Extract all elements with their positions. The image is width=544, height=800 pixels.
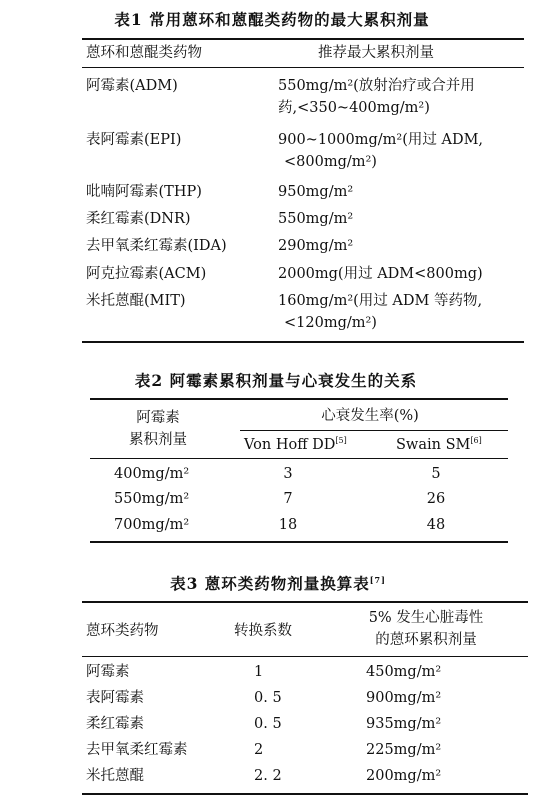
table1-header-drug: 蒽环和蒽醌类药物 <box>86 45 202 61</box>
table2-swain: 5 <box>431 466 441 482</box>
table3-dose: 450mg/m² <box>366 664 442 680</box>
table3-title: 表3 蒽环类药物剂量换算表[7] <box>170 574 386 593</box>
table1-drug: 吡喃阿霉素(THP) <box>86 184 202 200</box>
table2-swain: 26 <box>426 491 446 507</box>
table2-dose: 550mg/m² <box>114 491 190 507</box>
table1-drug: 阿克拉霉素(ACM) <box>86 266 207 282</box>
table1-top-rule <box>82 38 524 40</box>
table3-factor: 0. 5 <box>254 716 282 732</box>
table3-drug: 阿霉素 <box>86 664 130 680</box>
table3-factor: 2. 2 <box>254 768 282 784</box>
table1-dose: 900~1000mg/m²(用过 ADM, <box>278 132 484 148</box>
table1-dose: 290mg/m² <box>278 238 354 254</box>
table1-drug: 米托蒽醌(MIT) <box>86 293 186 309</box>
table3-bottom-rule <box>82 793 528 795</box>
table2-title: 表2 阿霉素累积剂量与心衰发生的关系 <box>134 371 418 390</box>
table1-drug: 表阿霉素(EPI) <box>86 132 182 148</box>
table1-header-dose: 推荐最大累积剂量 <box>318 45 434 61</box>
table1-dose-cont: <120mg/m²) <box>284 315 377 331</box>
table1-dose: 2000mg(用过 ADM<800mg) <box>278 266 483 282</box>
table2-header-rule <box>90 458 508 459</box>
table1-header-rule <box>82 67 524 68</box>
table2-dose: 400mg/m² <box>114 466 190 482</box>
table2-vonhoff: 18 <box>278 517 298 533</box>
table2-subheader-swain: Swain SM[6] <box>396 436 482 453</box>
table3-header-dose: 5% 发生心脏毒性 <box>368 610 484 626</box>
table2-header-dose-cont: 累积剂量 <box>129 432 187 448</box>
table3-dose: 935mg/m² <box>366 716 442 732</box>
table1-title: 表1 常用蒽环和蒽醌类药物的最大累积剂量 <box>114 10 430 29</box>
table2-header-group: 心衰发生率(%) <box>321 408 419 424</box>
table3-header-dose-cont: 的蒽环累积剂量 <box>375 632 477 648</box>
table1-drug: 柔红霉素(DNR) <box>86 211 191 227</box>
table3-factor: 1 <box>254 664 264 680</box>
table3-drug: 去甲氧柔红霉素 <box>86 742 188 758</box>
table3-header-drug: 蒽环类药物 <box>86 623 159 639</box>
table3-dose: 900mg/m² <box>366 690 442 706</box>
table2-vonhoff: 3 <box>283 466 293 482</box>
table3-drug: 柔红霉素 <box>86 716 144 732</box>
table2-bottom-rule <box>90 541 508 543</box>
table1-dose: 550mg/m² <box>278 211 354 227</box>
table3-header-rule <box>82 656 528 657</box>
table2-header-dose: 阿霉素 <box>136 410 180 426</box>
table2-swain: 48 <box>426 517 446 533</box>
table2-dose: 700mg/m² <box>114 517 190 533</box>
table2-group-rule <box>240 430 508 431</box>
table1-dose-cont: 药,<350~400mg/m²) <box>278 100 430 116</box>
table1-bottom-rule <box>82 341 524 343</box>
table1-drug: 去甲氧柔红霉素(IDA) <box>86 238 227 254</box>
table3-drug: 表阿霉素 <box>86 690 144 706</box>
table1-dose: 160mg/m²(用过 ADM 等药物, <box>278 293 483 309</box>
table3-dose: 200mg/m² <box>366 768 442 784</box>
table3-drug: 米托蒽醌 <box>86 768 144 784</box>
table3-dose: 225mg/m² <box>366 742 442 758</box>
table3-top-rule <box>82 601 528 603</box>
table1-dose: 550mg/m²(放射治疗或合并用 <box>278 78 475 94</box>
table1-drug: 阿霉素(ADM) <box>86 78 178 94</box>
table3-factor: 0. 5 <box>254 690 282 706</box>
table2-top-rule <box>90 398 508 400</box>
table3-factor: 2 <box>254 742 264 758</box>
table2-vonhoff: 7 <box>283 491 293 507</box>
table3-header-factor: 转换系数 <box>234 623 292 639</box>
table1-dose: 950mg/m² <box>278 184 354 200</box>
table1-dose-cont: <800mg/m²) <box>284 154 377 170</box>
table2-subheader-vonhoff: Von Hoff DD[5] <box>244 436 347 453</box>
